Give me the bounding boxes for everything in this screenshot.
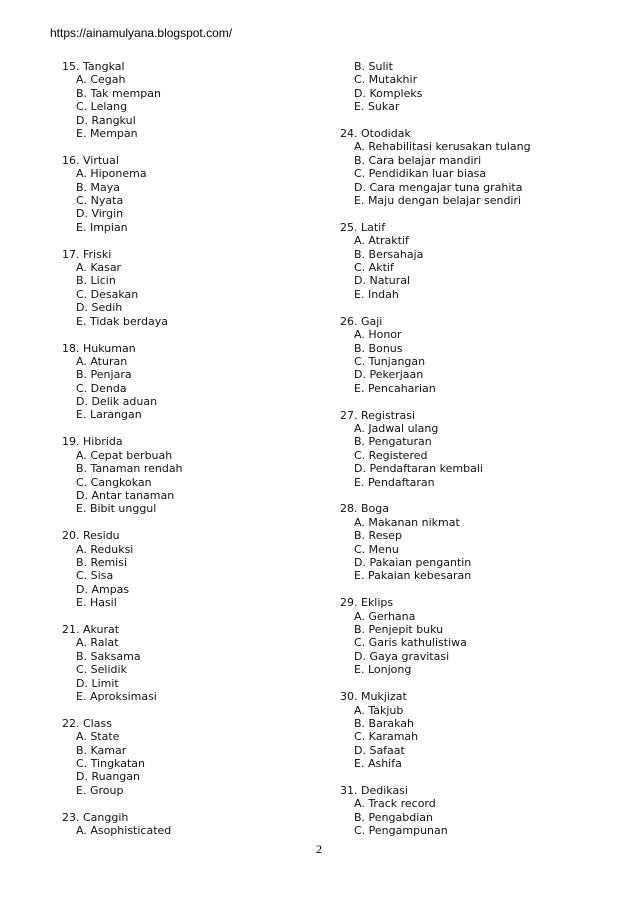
answer-option: E. Larangan <box>76 408 142 422</box>
question-title: 21. Akurat <box>62 623 120 637</box>
answer-option: E. Impian <box>76 220 128 234</box>
answer-option: A. Hiponema <box>76 167 147 181</box>
answer-option: E. Maju dengan belajar sendiri <box>354 194 522 208</box>
answer-option: D. Cara mengajar tuna grahita <box>354 180 523 194</box>
answer-option: A. Takjub <box>354 703 404 717</box>
answer-option: D. Virgin <box>76 207 124 221</box>
answer-option: A. Atraktif <box>354 234 409 248</box>
answer-option: D. Ruangan <box>76 770 140 784</box>
answer-option: E. Hasil <box>76 596 117 610</box>
answer-option: B. Barakah <box>354 716 414 730</box>
answer-option: A. Rehabilitasi kerusakan tulang <box>354 140 531 154</box>
answer-option: C. Menu <box>354 542 399 556</box>
question-block <box>340 690 610 770</box>
question-title: 19. Hibrida <box>62 435 123 449</box>
answer-option: B. Cara belajar mandiri <box>354 153 482 167</box>
blog-url-header: https://ainamulyana.blogspot.com/ <box>50 26 233 40</box>
answer-option: E. Group <box>76 783 124 797</box>
answer-option: E. Sukar <box>354 100 400 114</box>
answer-option: A. State <box>76 730 120 744</box>
question-block <box>62 342 332 422</box>
answer-option: C. Aktif <box>354 261 394 275</box>
answer-option: A. Cegah <box>76 73 126 87</box>
answer-option: A. Ralat <box>76 636 119 650</box>
answer-option: A. Gerhana <box>354 609 416 623</box>
answer-option: C. Nyata <box>76 194 124 208</box>
left-question-column <box>62 60 332 851</box>
question-block <box>340 60 610 114</box>
answer-option: C. Garis kathulistiwa <box>354 636 467 650</box>
answer-option: D. Sedih <box>76 301 123 315</box>
answer-option: B. Remisi <box>76 556 128 569</box>
answer-option: C. Cangkokan <box>76 475 152 489</box>
answer-option: B. Kamar <box>76 743 127 757</box>
question-title: 30. Mukjizat <box>340 690 407 704</box>
right-question-column <box>340 60 610 851</box>
answer-option: E. Indah <box>354 287 399 301</box>
question-title: 26. Gaji <box>340 314 383 328</box>
answer-option: D. Natural <box>354 274 411 288</box>
question-block <box>62 248 332 328</box>
question-block <box>62 717 332 797</box>
answer-option: C. Desakan <box>76 287 139 301</box>
answer-option: D. Pekerjaan <box>354 368 424 382</box>
question-title: 28. Boga <box>340 502 389 516</box>
answer-option: A. Aturan <box>76 354 128 368</box>
answer-option: C. Pengampunan <box>354 824 448 838</box>
answer-option: C. Mutakhir <box>354 73 418 87</box>
answer-option: E. Pencaharian <box>354 381 436 395</box>
answer-option: A. Jadwal ulang <box>354 421 439 435</box>
question-title: 24. Otodidak <box>340 127 411 141</box>
answer-option: D. Safaat <box>354 743 405 757</box>
answer-option: B. Saksama <box>76 649 141 663</box>
answer-option: A. Track record <box>354 797 436 811</box>
answer-option: E. Ashifa <box>354 757 402 771</box>
answer-option: C. Tunjangan <box>354 354 426 368</box>
question-title: 25. Latif <box>340 220 386 234</box>
answer-option: A. Makanan nikmat <box>354 515 460 529</box>
answer-option: D. Kompleks <box>354 86 423 100</box>
question-block <box>340 784 610 838</box>
answer-option: E. Tidak berdaya <box>76 314 169 328</box>
answer-option: B. Tak mempan <box>76 86 161 100</box>
question-block <box>340 221 610 301</box>
answer-option: B. Sulit <box>354 60 393 73</box>
answer-option: E. Aproksimasi <box>76 690 157 704</box>
answer-option: D. Antar tanaman <box>76 488 175 502</box>
answer-option: B. Maya <box>76 180 121 194</box>
question-block <box>62 529 332 609</box>
answer-option: D. Gaya gravitasi <box>354 649 450 663</box>
question-block <box>62 623 332 703</box>
answer-option: E. Mempan <box>76 126 138 140</box>
question-title: 31. Dedikasi <box>340 783 408 797</box>
answer-option: A. Kasar <box>76 261 122 275</box>
answer-option: B. Resep <box>354 529 402 543</box>
question-title: 22. Class <box>62 716 112 730</box>
answer-option: C. Selidik <box>76 663 127 677</box>
page-number: 2 <box>316 842 322 856</box>
answer-option: D. Ampas <box>76 582 130 596</box>
answer-option: A. Cepat berbuah <box>76 448 173 462</box>
question-block <box>62 60 332 140</box>
answer-option: E. Lonjong <box>354 663 412 677</box>
answer-option: D. Delik aduan <box>76 395 158 409</box>
answer-option: C. Registered <box>354 448 428 462</box>
answer-option: C. Tingkatan <box>76 757 146 771</box>
answer-option: B. Bonus <box>354 341 403 355</box>
answer-option: C. Lelang <box>76 100 128 114</box>
answer-option: A. Asophisticated <box>76 824 172 838</box>
answer-option: D. Rangkul <box>76 113 136 127</box>
question-block <box>62 154 332 234</box>
question-title: 17. Friski <box>62 247 112 261</box>
question-title: 16. Virtual <box>62 153 119 167</box>
question-block <box>340 502 610 582</box>
answer-option: B. Penjepit buku <box>354 623 444 637</box>
answer-option: D. Limit <box>76 676 119 690</box>
answer-option: B. Bersahaja <box>354 247 424 261</box>
question-title: 15. Tangkal <box>62 60 125 73</box>
question-block <box>340 127 610 207</box>
answer-option: B. Penjara <box>76 368 132 382</box>
question-title: 20. Residu <box>62 529 120 543</box>
answer-option: C. Denda <box>76 381 127 395</box>
question-title: 29. Eklips <box>340 596 394 610</box>
question-title: 23. Canggih <box>62 810 129 824</box>
answer-option: D. Pakaian pengantin <box>354 556 472 569</box>
answer-option: A. Reduksi <box>76 542 134 556</box>
answer-option: D. Pendaftaran kembali <box>354 462 483 476</box>
answer-option: C. Karamah <box>354 730 419 744</box>
answer-option: B. Pengaturan <box>354 435 432 449</box>
answer-option: A. Honor <box>354 328 402 342</box>
question-block <box>62 435 332 515</box>
question-block <box>62 811 332 838</box>
answer-option: E. Pendaftaran <box>354 475 435 489</box>
question-block <box>340 409 610 489</box>
answer-option: C. Pendidikan luar biasa <box>354 167 487 181</box>
question-title: 18. Hukuman <box>62 341 136 355</box>
answer-option: E. Pakaian kebesaran <box>354 569 472 583</box>
question-block <box>340 315 610 395</box>
question-block <box>340 596 610 676</box>
answer-option: B. Pengabdian <box>354 810 433 824</box>
answer-option: B. Tanaman rendah <box>76 462 183 476</box>
question-title: 27. Registrasi <box>340 408 416 422</box>
answer-option: B. Licin <box>76 274 116 288</box>
answer-option: E. Bibit unggul <box>76 502 157 516</box>
answer-option: C. Sisa <box>76 569 114 583</box>
